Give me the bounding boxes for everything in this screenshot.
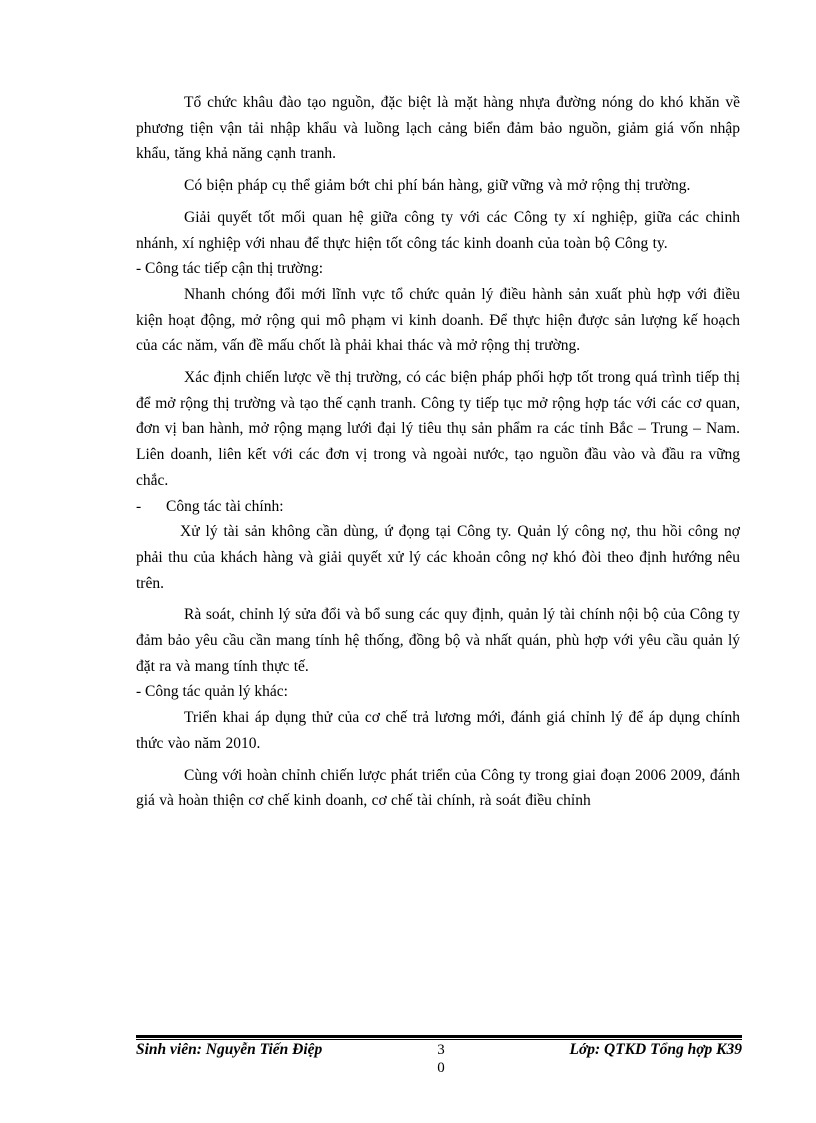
paragraph-relations: Giải quyết tốt mối quan hệ giữa công ty với các Công ty xí nghiệp, giữa các chinh nhánh, xí nghiệp với nhau để thực hiện tốt công tác kinh doanh của toàn bộ Công ty.: [136, 208, 740, 252]
paragraph-salary-mechanism: Triển khai áp dụng thử của cơ chế trả lương mới, đánh giá chỉnh lý để áp dụng chính thức vào năm 2010.: [136, 709, 740, 752]
heading-other-management: - Công tác quản lý khác:: [136, 683, 288, 701]
footer-student-name: Sinh viên: Nguyễn Tiến Điệp: [136, 1041, 323, 1058]
document-body: [136, 90, 740, 814]
paragraph-training-sources: Tổ chức khâu đào tạo nguồn, đặc biệt là mặt hàng nhựa đường nóng do khó khăn về phương tiện vận tải nhập khẩu và luồng lạch cảng biển đảm bảo nguồn, giảm giá vốn nhập khẩu, tăng khả năng cạnh tranh.: [136, 94, 740, 163]
heading-finance: [136, 494, 740, 520]
heading-finance-dash: -: [136, 497, 142, 515]
heading-finance-label: Công tác tài chính:: [166, 497, 284, 515]
paragraph-market-strategy: Xác định chiến lược về thị trường, có các biện pháp phối hợp tốt trong quá trình tiếp thị để mở rộng thị trường và tạo thế cạnh tranh. Công ty tiếp tục mở rộng hợp tác với các cơ quan, đơn vị ban hành, mở rộng mạng lưới đại lý tiêu thụ sản phẩm ra các tỉnh Bắc – Trung – Nam. Liên doanh, liên kết với các đơn vị trong và ngoài nước, tạo nguồn đầu vào và đầu ra vững chắc.: [136, 369, 740, 489]
page-number-digit-2: 0: [437, 1060, 445, 1076]
heading-market-access: - Công tác tiếp cận thị trường:: [136, 260, 324, 278]
page-number-digit-1: 3: [437, 1042, 445, 1058]
paragraph-asset-handling: Xử lý tài sản không cần dùng, ứ đọng tại Công ty. Quản lý công nợ, thu hồi công nợ phải thu của khách hàng và giải quyết xử lý các khoản công nợ khó đòi theo định hướng nêu trên.: [136, 523, 740, 592]
paragraph-innovation: Nhanh chóng đổi mới lĩnh vực tổ chức quản lý điều hành sản xuất phù hợp với điều kiện hoạt động, mở rộng qui mô phạm vi kinh doanh. Để thực hiện được sản lượng kế hoạch của các năm, vấn đề mấu chốt là phải khai thác và mở rộng thị trường.: [136, 285, 740, 355]
footer-class-label: Lớp: QTKD Tổng hợp K39: [569, 1041, 742, 1058]
paragraph-review-regulations: Rà soát, chỉnh lý sửa đổi và bổ sung các quy định, quản lý tài chính nội bộ của Công ty đảm bảo yêu cầu cần mang tính hệ thống, đồng bộ và nhất quán, phù hợp với yêu cầu quản lý đặt ra và mang tính thực tế.: [136, 606, 740, 675]
paragraph-strategy-completion: Cùng với hoàn chỉnh chiến lược phát triển của Công ty trong giai đoạn 2006 2009, đánh giá và hoàn thiện cơ chế kinh doanh, cơ chế tài chính, rà soát điều chỉnh: [136, 766, 740, 810]
footer-divider: [136, 1035, 742, 1040]
page-footer: [136, 1041, 742, 1081]
paragraph-reduce-costs: Có biện pháp cụ thể giảm bớt chi phí bán hàng, giữ vững và mở rộng thị trường.: [184, 177, 691, 195]
footer-page-number: [434, 1041, 448, 1077]
